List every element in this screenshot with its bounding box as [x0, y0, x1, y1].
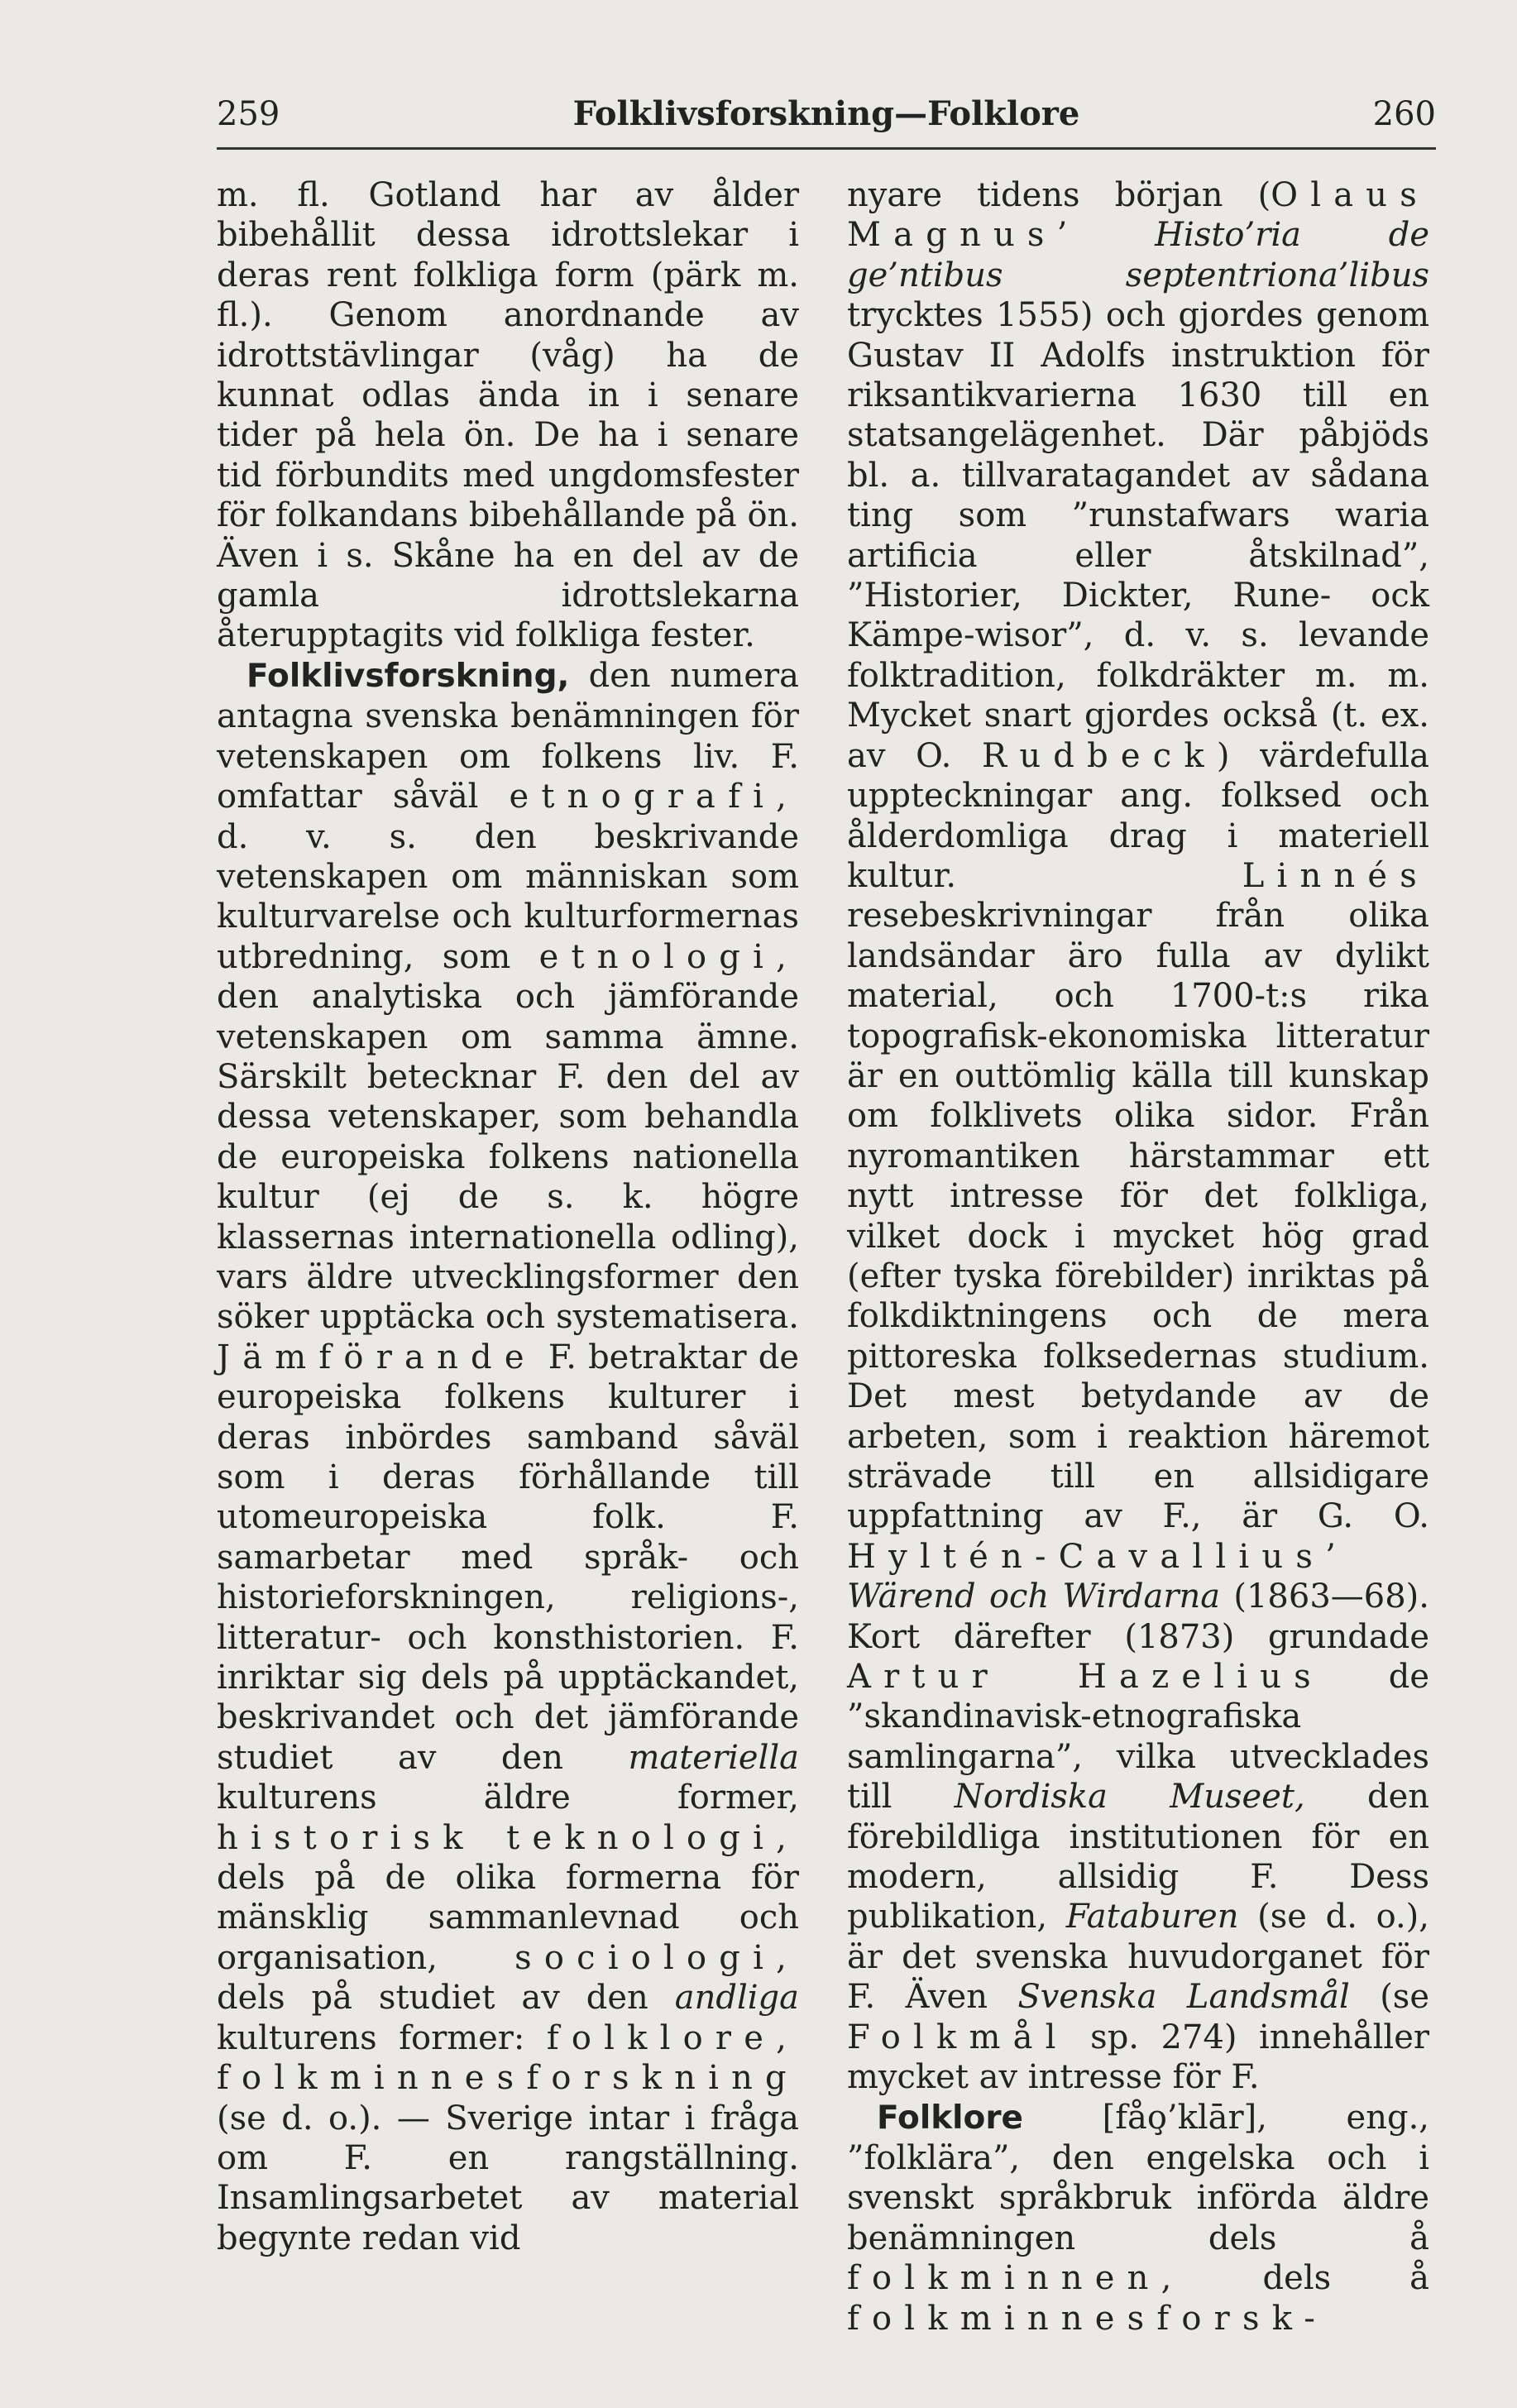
italic-title-historia: Histo’ria de ge’ntibus septentriona’libus	[847, 216, 1429, 294]
text-run: [fåo̧’klār], eng., ”folklära”, den engelska och i svenskt språkbruk införda äldre benämningen dels å	[847, 2098, 1429, 2257]
right-column	[847, 175, 1429, 2339]
spaced-term-sociologi: sociologi,	[514, 1938, 799, 1977]
text-run: sp. 274) innehåller mycket av intresse för F.	[847, 2018, 1429, 2097]
headword-folklivsforskning: Folklivsforskning,	[246, 657, 570, 695]
text-run: trycktes 1555) och gjordes genom Gustav II Adolfs instruktion för riksantikvarierna 1630 till en statsangelägenhet. Där påbjöds bl. a. tillvaratagandet av sådana ting som ”runstafwars waria artificia eller åtskilnad”, ”Historier, Dickter, Rune- ock Kämpe-wisor”, d. v. s. levande folktradition, folkdräkter m. m. Mycket snart gjordes också (t. ex. av O.	[847, 296, 1429, 775]
text-run: (se d. o.), är det svenska huvudorganet för F. Även	[847, 1898, 1429, 2017]
text-run: (se	[1349, 1978, 1429, 2017]
spaced-name-olaus-magnus: Olaus Magnus	[847, 176, 1429, 255]
header-rule	[217, 147, 1436, 150]
spaced-name-artur-hazelius: Artur Hazelius	[847, 1658, 1323, 1697]
spaced-name-linnes: Linnés	[1242, 856, 1429, 895]
spaced-term-folkminnen: folkminnen,	[847, 2259, 1184, 2298]
spaced-term-folkmal: Folkmål	[847, 2018, 1069, 2056]
text-run: dels på studiet av den	[217, 1979, 675, 2018]
text-run: resebeskrivningar från olika landsändar äro fulla av dylikt material, och 1700-t:s rika topografisk-ekonomiska litteratur är en outtömlig källa till kunskap om folklivets olika sidor. Från nyromantiken härstammar ett nytt intresse för det folkliga, vilket dock i mycket hög grad (efter tyska förebilder) inriktas på folkdiktningens och de mera pittoreska folksedernas studium. Det mest betydande av de arbeten, som i reaktion häremot strävade till en allsidigare uppfattning av F., är G. O.	[847, 897, 1429, 1536]
italic-term-materiella: materiella	[628, 1738, 799, 1777]
paragraph-folklivsforskning-continuation	[847, 175, 1429, 2098]
text-run: ) värdefulla uppteckningar ang. folksed och ålderdomliga drag i materiell kultur.	[847, 736, 1429, 895]
spaced-term-folkminnesforsk: folkminnesforsk-	[847, 2299, 1328, 2338]
italic-title-svenska-landsmal: Svenska Landsmål	[1017, 1978, 1350, 2017]
running-title: Folklivsforskning—Folklore	[572, 94, 1080, 133]
italic-title-nordiska-museet: Nordiska Museet,	[954, 1778, 1305, 1817]
spaced-name-rudbeck: Rudbeck	[982, 736, 1217, 775]
page-header	[217, 89, 1436, 139]
text-run: (se d. o.). — Sverige intar i fråga om F. en rangställning. Insamlingsarbetet av material begynte redan vid	[217, 2099, 799, 2257]
text-run: m. fl. Gotland har av ålder bibehållit dessa idrottslekar i deras rent folkliga form (pärk m. fl.). Genom anordnande av idrottstävlingar (våg) ha de kunnat odlas ända in i senare tider på hela ön. De ha i senare tid förbundits med ungdomsfester för folkandans bibehållande på ön. Även i s. Skåne ha en del av de gamla idrottslekarna återupptagits vid folkliga fester.	[217, 176, 799, 655]
spaced-term-folklore-folkminnesforskning: folklore, folkminnesforskning	[217, 2018, 799, 2098]
spaced-term-jamforande: Jämförande	[217, 1338, 537, 1376]
page-number-left: 259	[217, 95, 280, 133]
text-run: (1863—68). Kort därefter (1873) grundade	[847, 1577, 1429, 1656]
spaced-name-hylten-cavallius: Hyltén-Cavallius	[847, 1537, 1326, 1576]
text-run: den förebildliga institutionen för en modern, allsidig F. Dess publikation,	[847, 1778, 1430, 1936]
italic-term-andliga: andliga	[674, 1979, 799, 2018]
text-run: dels på de olika formerna för mänsklig sammanlevnad och organisation,	[217, 1859, 799, 1977]
page-number-right: 260	[1372, 95, 1436, 133]
italic-title-fataburen: Fataburen	[1065, 1898, 1239, 1936]
spaced-term-historisk-teknologi: historisk teknologi,	[217, 1818, 799, 1857]
text-run: den analytiska och jämförande vetenskapen om samma ämne. Särskilt betecknar F. den del av dessa vetenskaper, som behandla de europeiska folkens nationella kultur (ej de s. k. högre klassernas internationella odling), vars äldre utvecklingsformer den söker upptäcka och systematisera.	[217, 978, 799, 1337]
text-run: ’	[1325, 1537, 1336, 1576]
entry-folklore	[847, 2098, 1429, 2339]
italic-title-warend: Wärend och Wirdarna	[847, 1577, 1221, 1616]
paragraph-idrottslekar-continuation	[217, 175, 799, 656]
spaced-term-etnografi: etnografi,	[509, 778, 799, 816]
headword-folklore: Folklore	[877, 2099, 1024, 2137]
text-run: kulturens former:	[217, 2018, 547, 2057]
text-run: d. v. s. den beskrivande vetenskapen om människan som kulturvarelse och kulturformernas utbredning, som	[217, 817, 799, 976]
text-run: den numera antagna svenska benämningen för vetenskapen om folkens liv. F. omfattar såväl	[217, 656, 799, 816]
text-run: kulturens äldre former,	[217, 1778, 799, 1817]
text-run: dels å	[1184, 2259, 1429, 2298]
spaced-term-etnologi: etnologi,	[538, 937, 799, 976]
text-run: de ”skandinavisk-etnografiska samlingarna”, vilka utvecklades till	[847, 1658, 1429, 1817]
text-run: F. betraktar de europeiska folkens kulturer i deras inbördes samband såväl som i deras förhållande till utomeuropeiska folk. F. samarbetar med språk- och historieforskningen, religions-, litteratur- och konsthistorien. F. inriktar sig dels på upptäckandet, beskrivandet och det jämförande studiet av den	[217, 1338, 799, 1777]
left-column	[217, 175, 799, 2258]
text-run: nyare tidens början (	[847, 176, 1271, 214]
text-run: ’	[1056, 216, 1156, 255]
entry-folklivsforskning	[217, 656, 799, 2258]
